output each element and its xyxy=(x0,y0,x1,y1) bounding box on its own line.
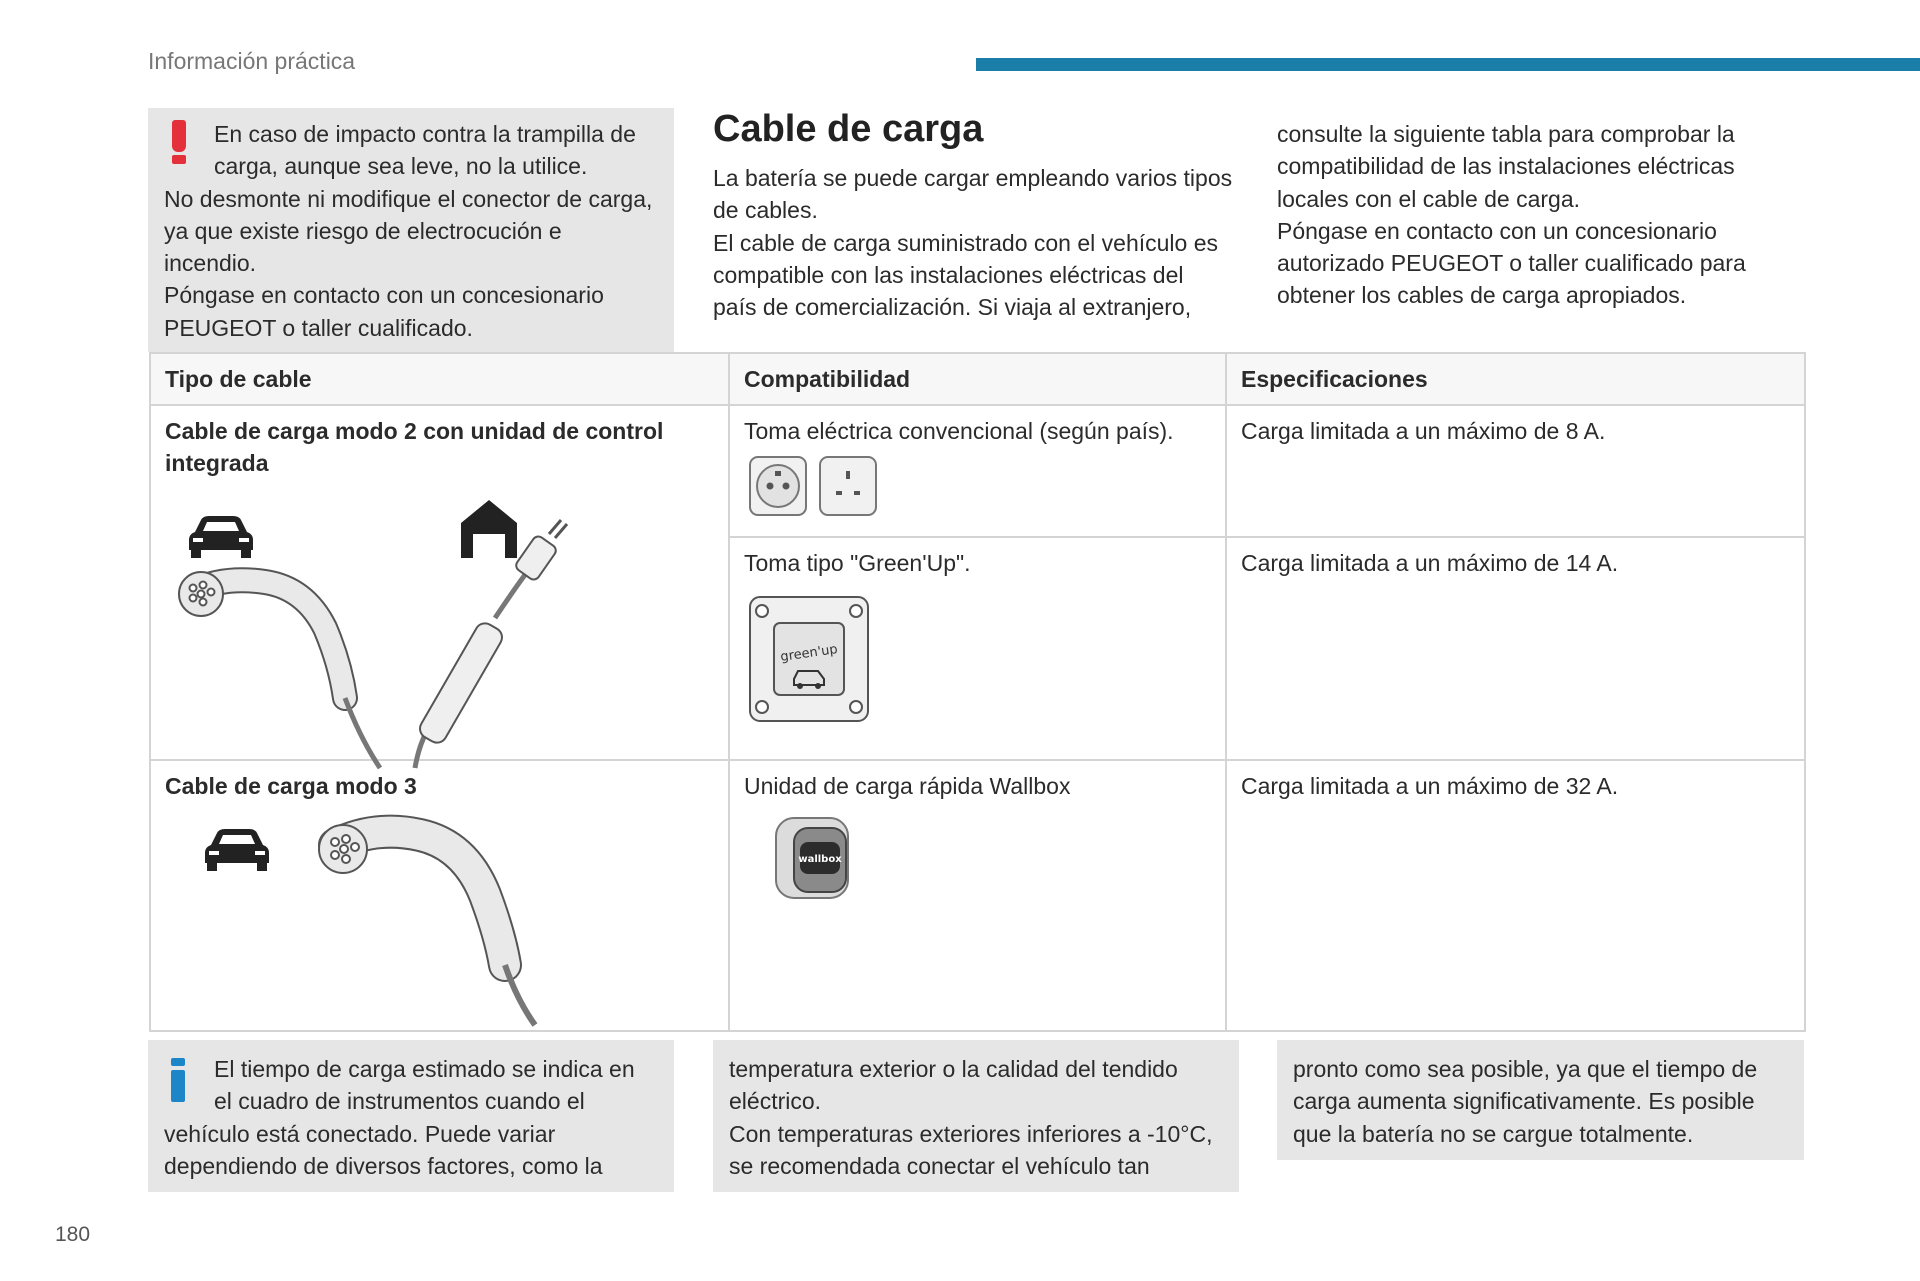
compat-wallbox: Unidad de carga rápida Wallbox xyxy=(744,773,1071,799)
schuko-socket-icon xyxy=(750,457,806,515)
info-col2-p2: Con temperaturas exteriores inferiores a -10°C, se recomendada conectar el vehículo tan xyxy=(729,1120,1213,1179)
intro-p4: Póngase en contacto con un concesionario autorizado PEUGEOT o taller cualificado para obtener los cables de carga apropiados. xyxy=(1277,217,1746,309)
header-accent-bar xyxy=(976,58,1920,71)
control-box-icon xyxy=(415,520,567,768)
intro-p1: La batería se puede cargar empleando varios tipos de cables. xyxy=(713,165,1233,224)
info-col3: pronto como sea posible, ya que el tiempo de carga aumenta significativamente. Es posible que la batería no se cargue totalmente. xyxy=(1293,1056,1758,1147)
greenup-label: green'up xyxy=(779,642,839,665)
info-box xyxy=(148,1040,674,1192)
info-line2: el cuadro de instrumentos cuando el xyxy=(214,1088,585,1115)
cable-type-mode3: Cable de carga modo 3 xyxy=(165,773,417,799)
spec-cell-32a xyxy=(1226,760,1805,1031)
info-box-col3 xyxy=(1277,1040,1804,1160)
cable-type-cell-mode3 xyxy=(150,760,729,1031)
cable-type-cell-mode2 xyxy=(150,405,729,760)
spec-8a: Carga limitada a un máximo de 8 A. xyxy=(1241,418,1606,444)
intro-p2: El cable de carga suministrado con el vehículo es compatible con las instalaciones eléctricas del país de comercialización. Si viaja al extranjero, xyxy=(713,229,1219,321)
spec-32a: Carga limitada a un máximo de 32 A. xyxy=(1241,773,1619,799)
compat-cell-wallbox xyxy=(729,760,1226,1031)
warning-para3: Póngase en contacto con un concesionario PEUGEOT o taller cualificado. xyxy=(164,282,604,341)
cable-connector-icon xyxy=(179,572,380,768)
section-header: Información práctica xyxy=(148,48,356,74)
greenup-socket-icon xyxy=(744,591,874,727)
info-box-col2 xyxy=(713,1040,1239,1192)
compat-conventional: Toma eléctrica convencional (según país). xyxy=(744,418,1174,444)
cable-table xyxy=(149,352,1806,1032)
mode2-cable-illustration xyxy=(165,498,715,778)
warning-para2: No desmonte ni modifique el conector de carga, ya que existe riesgo de electrocución e incendio. xyxy=(164,185,653,277)
mode3-cable-illustration xyxy=(165,805,715,1035)
table-row xyxy=(150,405,1805,537)
wallbox-label: wallbox xyxy=(798,854,842,865)
table-header-row xyxy=(150,353,1805,405)
spec-cell-14a xyxy=(1226,537,1805,760)
intro-column-2 xyxy=(713,162,1233,323)
cable-connector-icon xyxy=(319,825,535,1025)
info-rest: vehículo está conectado. Puede variar dependiendo de diversos factores, como la xyxy=(164,1120,603,1179)
compat-cell-greenup xyxy=(729,537,1226,760)
compat-greenup: Toma tipo "Green'Up". xyxy=(744,550,971,576)
spec-cell-8a xyxy=(1226,405,1805,537)
house-icon xyxy=(461,500,517,558)
intro-column-3 xyxy=(1277,118,1797,312)
exclamation-icon xyxy=(170,120,188,164)
info-col2-p1: temperatura exterior o la calidad del tendido eléctrico. xyxy=(729,1056,1178,1115)
wallbox-icon xyxy=(772,814,872,906)
car-icon xyxy=(189,516,253,558)
compat-cell-conventional xyxy=(729,405,1226,537)
table-row xyxy=(150,760,1805,1031)
page-number: 180 xyxy=(55,1223,91,1246)
cable-type-mode2: Cable de carga modo 2 con unidad de control integrada xyxy=(165,418,664,476)
warning-line1: En caso de impacto contra la trampilla de xyxy=(214,121,636,147)
info-icon xyxy=(170,1058,186,1102)
uk-socket-icon xyxy=(820,457,876,515)
warning-line2: carga, aunque sea leve, no la utilice. xyxy=(214,153,588,180)
spec-14a: Carga limitada a un máximo de 14 A. xyxy=(1241,550,1619,576)
header-compatibility: Compatibilidad xyxy=(729,353,1226,405)
warning-box xyxy=(148,108,674,352)
header-specifications: Especificaciones xyxy=(1226,353,1805,405)
intro-p3: consulte la siguiente tabla para comprobar la compatibilidad de las instalaciones eléctricas locales con el cable de carga. xyxy=(1277,121,1735,212)
page-title: Cable de carga xyxy=(713,108,984,150)
header-cable-type: Tipo de cable xyxy=(150,353,729,405)
car-icon xyxy=(205,829,269,871)
info-line1: El tiempo de carga estimado se indica en xyxy=(214,1056,635,1082)
socket-icons xyxy=(744,455,884,519)
